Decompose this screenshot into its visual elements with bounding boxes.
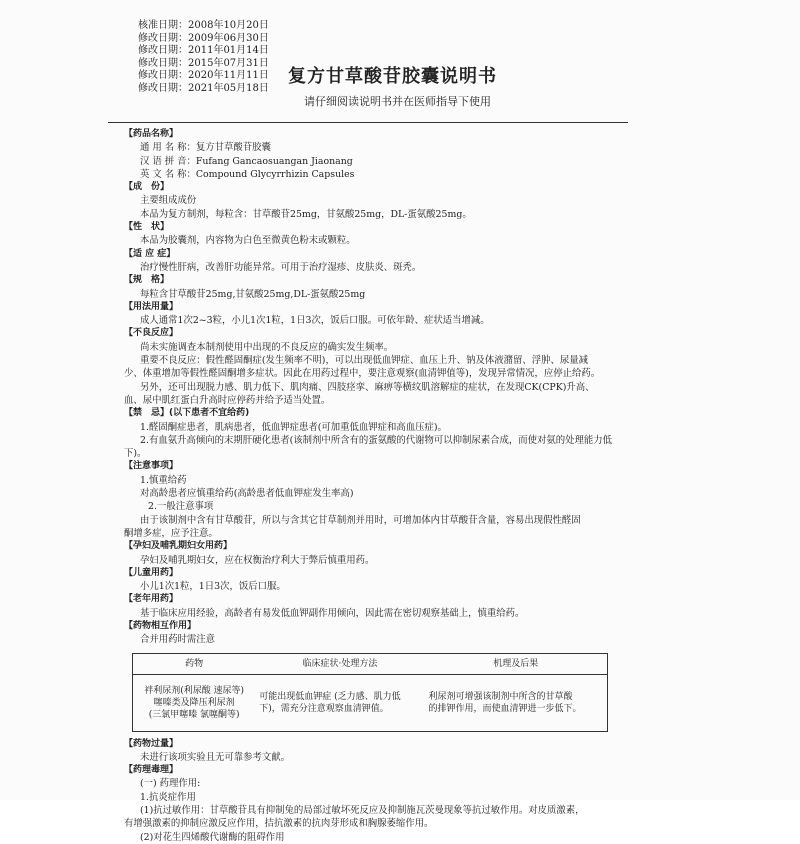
text-line: 少、体重增加等假性醛固酮增多症状。因此在用药过程中，要注意观察(血清钾值等)，发现异常情况，应停止给药。	[124, 368, 601, 380]
section-heading: 【性 状】	[124, 222, 170, 233]
section-heading: 【适 应 症】	[124, 248, 176, 259]
section-heading: 【成 份】	[124, 182, 170, 193]
text-line: 2.有血氨升高倾向的末期肝硬化患者(该制剂中所含有的蛋氨酸的代谢物可以抑制尿素合成，而使对氨的处理能力低	[140, 434, 612, 446]
section-heading: 【药理毒理】	[124, 765, 179, 776]
text-line: 英 文 名 称：Compound Glycyrrhizin Capsules	[140, 168, 355, 180]
text-line: (2)对花生四烯酸代谢酶的阻碍作用	[140, 831, 285, 843]
section-heading: 【孕妇及哺乳期妇女用药】	[124, 541, 233, 552]
document-body	[124, 128, 616, 844]
section-heading: 【药物过量】	[124, 738, 179, 749]
date-line: 修改日期：2021年05月18日	[138, 82, 269, 94]
text-line: 1.慎重给药	[140, 474, 187, 486]
document-title: 复方甘草酸苷胶囊说明书	[288, 66, 497, 87]
table-header: 临床症状·处理方法	[255, 653, 424, 674]
divider	[108, 122, 628, 123]
text-line: (1)抗过敏作用：甘草酸苷具有抑制兔的局部过敏坏死反应及抑制施瓦茨曼现象等抗过敏作用。对皮质激素，	[140, 805, 585, 817]
table-cell: 可能出现低血钾症 (乏力感、肌力低 下)，需充分注意观察血清钾值。	[255, 674, 424, 731]
text-line: 2.一般注意事项	[148, 501, 214, 513]
text-line: 血、尿中肌红蛋白升高时应停药并给予适当处置。	[124, 394, 331, 406]
date-line: 修改日期：2009年06月30日	[138, 32, 269, 44]
section-heading: 【药物相互作用】	[124, 620, 197, 631]
interaction-table	[132, 653, 608, 732]
section-heading: 【儿童用药】	[124, 567, 179, 578]
text-line: 1.醛固酮症患者，肌病患者，低血钾症患者(可加重低血钾症和高血压症)。	[140, 421, 447, 433]
table-header: 药物	[133, 653, 256, 674]
text-line: 小儿1次1粒，1日3次，饭后口服。	[140, 581, 286, 593]
date-line: 核准日期：2008年10月20日	[138, 20, 269, 31]
text-line: 有增强激素的抑制应激反应作用，拮抗激素的抗肉芽形成和胸腺萎缩作用。	[124, 818, 434, 830]
section-heading: 【注意事项】	[124, 461, 179, 472]
text-line: 由于该制剂中含有甘草酸苷，所以与含其它甘草制剂并用时，可增加体内甘草酸苷含量，容易出现假性醛固	[140, 514, 581, 526]
text-line: 主要组成成份	[140, 195, 197, 207]
text-line: 汉 语 拼 音：Fufang Gancaosuangan Jiaonang	[140, 155, 353, 167]
text-line: 另外，还可出现脱力感、肌力低下、肌肉痛、四肢痉挛、麻痹等横纹肌溶解症的症状，在发现CK(CPK)升高、	[140, 381, 595, 393]
text-line: 未进行该项实验且无可靠参考文献。	[140, 751, 291, 763]
section-heading: 【用法用量】	[124, 301, 179, 312]
section-heading: 【药品名称】	[124, 129, 179, 139]
text-line: 本品为复方制剂，每粒含：甘草酸苷25mg，甘氨酸25mg，DL-蛋氨酸25mg。	[140, 208, 472, 220]
text-line: 本品为胶囊剂，内容物为白色至微黄色粉末或颗粒。	[140, 235, 356, 247]
text-line: 酮增多症，应予注意。	[124, 527, 218, 539]
table-cell: 利尿剂可增强该制剂中所含的甘草酸 的排钾作用，而使血清钾进一步低下。	[425, 674, 608, 731]
text-line: 1.抗炎症作用	[140, 791, 196, 803]
section-heading: 【规 格】	[124, 275, 170, 286]
date-line: 修改日期：2020年11月11日	[138, 70, 269, 81]
text-line: (一) 药理作用:	[140, 778, 201, 790]
date-line: 修改日期：2015年07月31日	[138, 57, 269, 69]
table-cell: 袢利尿剂(利尿酸 速尿等) 噻嗪类及降压利尿剂 (三氯甲噻嗪 氯噻酮等)	[133, 674, 256, 731]
text-line: 基于临床应用经验，高龄者有易发低血钾副作用倾向，因此需在密切观察基础上，慎重给药。	[140, 607, 525, 619]
table-row	[133, 674, 608, 731]
text-line: 重要不良反应：假性醛固酮症(发生频率不明)，可以出现低血钾症、血压上升、钠及体液潴留、浮肿、尿量减	[140, 355, 588, 367]
text-line: 合并用药时需注意	[140, 634, 216, 646]
text-line: 治疗慢性肝病，改善肝功能异常。可用于治疗湿疹、皮肤炎、斑秃。	[140, 261, 422, 273]
text-line: 尚未实施调查本制剂使用中出现的不良反应的确实发生频率。	[140, 341, 394, 353]
section-heading: 【不良反应】	[124, 328, 179, 339]
section-heading: 【老年用药】	[124, 594, 179, 605]
text-line: 通 用 名 称：复方甘草酸苷胶囊	[140, 142, 271, 154]
table-header: 机理及后果	[425, 653, 608, 674]
text-line: 对高龄患者应慎重给药(高龄患者低血钾症发生率高)	[140, 488, 354, 500]
document-subtitle: 请仔细阅读说明书并在医师指导下使用	[304, 95, 491, 108]
text-line: 每粒含甘草酸苷25mg,甘氨酸25mg,DL-蛋氨酸25mg	[140, 288, 366, 300]
section-heading: 【禁 忌】(以下患者不宜给药)	[124, 408, 250, 419]
date-line: 修改日期：2011年01月14日	[138, 45, 269, 56]
text-line: 孕妇及哺乳期妇女，应在权衡治疗利大于弊后慎重用药。	[140, 554, 375, 566]
text-line: 下)。	[124, 448, 147, 460]
revision-dates	[138, 20, 269, 95]
body-lines-upper	[124, 128, 616, 647]
body-lines-lower	[124, 738, 616, 844]
text-line: 成人通常1次2~3粒，小儿1次1粒，1日3次，饭后口服。可依年龄、症状适当增减。	[140, 315, 490, 327]
